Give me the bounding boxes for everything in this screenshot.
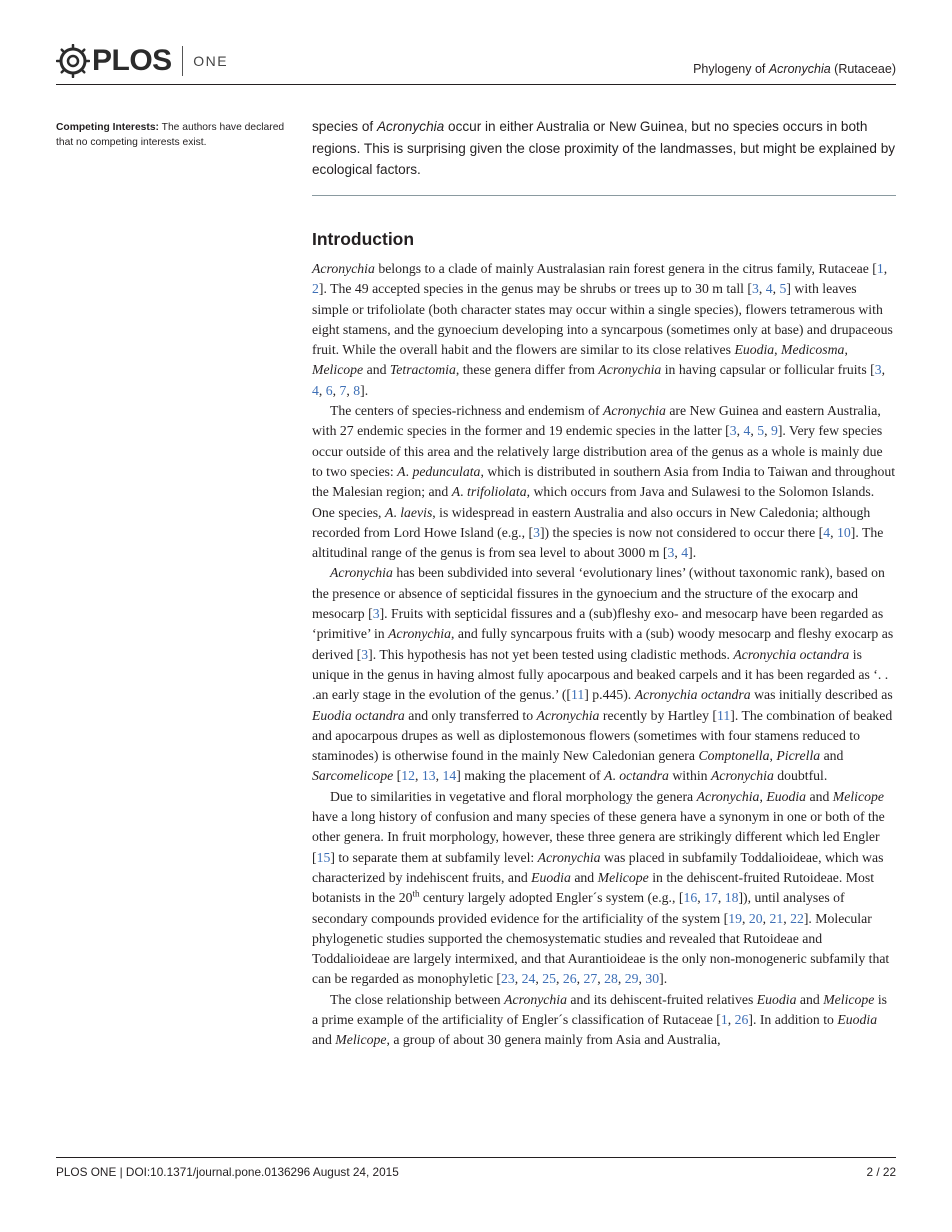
- competing-interests-label: Competing Interests:: [56, 122, 159, 133]
- citation-link[interactable]: 7: [339, 382, 347, 398]
- plos-logo-icon: [56, 44, 90, 78]
- citation-link[interactable]: 22: [790, 910, 804, 926]
- citation-link[interactable]: 29: [624, 971, 639, 987]
- citation-link[interactable]: 18: [724, 890, 739, 906]
- footer-citation: PLOS ONE | DOI:10.1371/journal.pone.0136296 August 24, 2015: [56, 1165, 399, 1179]
- citation-link[interactable]: 1: [720, 1011, 728, 1027]
- citation-link[interactable]: 5: [779, 281, 787, 297]
- citation-link[interactable]: 17: [704, 890, 718, 906]
- citation-link[interactable]: 16: [683, 890, 698, 906]
- citation-link[interactable]: 28: [604, 971, 618, 987]
- paragraph-4: Due to similarities in vegetative and floral morphology the genera Acronychia, Euodia and Melicope have a long history of confusion and many species of these genera have a synonym in one or both of the other genera. In fruit morphology, however, these three genera are strikingly different which led Engler [15] to separate them at subfamily level: Acronychia was placed in subfamily Toddalioideae, which was characterized by indehiscent fruits, and Euodia and Melicope in the dehiscent-fruited Rutoideae. Most botanists in the 20th century largely adopted Engler´s system (e.g., [16, 17, 18]), until analyses of secondary compounds provided evidence for the artificiality of the system [19, 20, 21, 22]. Molecular phylogenetic studies supported the chemosystematic studies and revealed that Rutoideae and Toddalioideae are largely intermixed, and that Aurantioideae is the only non-monogeneric subfamily that can be regarded as monophyletic [23, 24, 25, 26, 27, 28, 29, 30].: [312, 788, 890, 987]
- citation-link[interactable]: 4: [743, 423, 751, 439]
- citation-link[interactable]: 2: [312, 281, 319, 297]
- citation-link[interactable]: 11: [717, 707, 731, 723]
- logo-journal-mark: ONE: [193, 53, 229, 69]
- citation-link[interactable]: 3: [667, 545, 675, 561]
- citation-link[interactable]: 4: [681, 545, 689, 561]
- citation-link[interactable]: 1: [876, 261, 884, 276]
- citation-link[interactable]: 21: [769, 910, 784, 926]
- logo-divider: [182, 46, 184, 76]
- citation-link[interactable]: 13: [421, 768, 436, 784]
- citation-link[interactable]: 3: [874, 362, 882, 378]
- citation-link[interactable]: 4: [312, 382, 319, 398]
- abstract-tail-part2: occur in either Australia or New Guinea, but no species occurs in both regions. This is surprising given the close proximity of the landmasses, but might be explained by ecological factors.: [312, 119, 896, 178]
- abstract-tail-part1: species of: [312, 119, 377, 134]
- citation-link[interactable]: 3: [752, 281, 759, 297]
- section-heading-introduction: Introduction: [312, 229, 415, 249]
- citation-link[interactable]: 8: [353, 382, 361, 398]
- citation-link[interactable]: 19: [728, 910, 742, 926]
- citation-link[interactable]: 27: [583, 971, 598, 987]
- introduction-body: [312, 259, 896, 1051]
- citation-link[interactable]: 4: [823, 524, 831, 540]
- citation-link[interactable]: 3: [729, 423, 737, 439]
- paragraph-5: The close relationship between Acronychia and its dehiscent-fruited relatives Euodia and Melicope is a prime example of the artificiality of Engler´s classification of Rutaceae [1, 26]. In addition to Euodia and Melicope, a group of about 30 genera mainly from Asia and Australia,: [312, 991, 887, 1048]
- citation-link[interactable]: 15: [316, 849, 331, 865]
- citation-link[interactable]: 5: [757, 423, 765, 439]
- running-title-prefix: Phylogeny of: [693, 62, 769, 76]
- citation-link[interactable]: 4: [765, 281, 773, 297]
- running-title-suffix: (Rutaceae): [830, 62, 896, 76]
- citation-link[interactable]: 6: [325, 382, 333, 398]
- citation-link[interactable]: 30: [645, 971, 660, 987]
- paragraph-3: Acronychia has been subdivided into several ‘evolutionary lines’ (without taxonomic rank), based on the presence or absence of septicidal fissures in the gynoecium and the structure of the exocarp and mesocarp [3]. Fruits with septicidal fissures and a (sub)fleshy exo- and mesocarp have been regarded as ‘primitive’ in Acronychia, and fully syncarpous fruits with a (sub) woody mesocarp and fleshy exocarp as derived [3]. This hypothesis has not yet been tested using cladistic methods. Acronychia octandra is unique in the genus in having almost fully apocarpous and beaked carpels and it has been regarded as ‘. . .an early stage in the evolution of the genus.’ ([11] p.445). Acronychia octandra was initially described as Euodia octandra and only transferred to Acronychia recently by Hartley [11]. The combination of beaked and apocarpous drupes as well as diplostemonous flowers (sometimes with four stamens reduced to staminodes) is otherwise found in the mainly New Caledonian genera Comptonella, Picrella and Sarcomelicope [12, 13, 14] making the placement of A. octandra within Acronychia doubtful.: [312, 565, 894, 784]
- citation-link[interactable]: 20: [748, 910, 763, 926]
- competing-interests-text: The authors have declared that no competing interests exist.: [56, 122, 285, 148]
- citation-link[interactable]: 24: [521, 971, 536, 987]
- citation-link[interactable]: 11: [571, 687, 585, 703]
- citation-link[interactable]: 10: [837, 524, 851, 540]
- citation-link[interactable]: 25: [542, 971, 556, 987]
- header-rule: [56, 84, 896, 85]
- competing-interests-note: [56, 120, 288, 150]
- running-title: [693, 62, 896, 76]
- citation-link[interactable]: 3: [372, 606, 380, 622]
- citation-link[interactable]: 3: [361, 646, 369, 662]
- citation-link[interactable]: 23: [500, 971, 515, 987]
- footer-rule: [56, 1157, 896, 1158]
- paragraph-1: Acronychia belongs to a clade of mainly Australasian rain forest genera in the citrus family, Rutaceae [1, 2]. The 49 accepted species in the genus may be shrubs or trees up to 30 m tall [3, 4, 5] with leaves simple or trifoliolate (both character states may occur within a single species), flowers tetramerous with eight stamens, and the gynoecium developing into a syncarpous (sometimes only at base) and drupaceous fruit. While the overall habit and the flowers are similar to its close relatives Euodia, Medicosma, Melicope and Tetractomia, these genera differ from Acronychia in having capsular or follicular fruits [3, 4, 6, 7, 8].: [312, 261, 893, 398]
- paragraph-2: The centers of species-richness and endemism of Acronychia are New Guinea and eastern Australia, with 27 endemic species in the former and 19 endemic species in the latter [3, 4, 5, 9]. Very few species occur outside of this area and the relatively large distribution area of the genus as a whole is mainly due to two species: A. pedunculata, which is distributed in southern Asia from India to Taiwan and throughout the Malesian region; and A. trifoliolata, which occurs from Java and Sulawesi to the Solomon Islands. One species, A. laevis, is widespread in eastern Australia and also occurs in New Caledonia; although recorded from Lord Howe Island (e.g., [3]) the species is now not considered to occur there [4, 10]. The altitudinal range of the genus is from sea level to about 3000 m [3, 4].: [312, 403, 896, 561]
- abstract-divider: [312, 195, 896, 196]
- citation-link[interactable]: 9: [770, 423, 778, 439]
- citation-link[interactable]: 14: [442, 768, 457, 784]
- citation-link[interactable]: 26: [734, 1011, 749, 1027]
- running-title-genus: Acronychia: [768, 62, 831, 76]
- page-number: 2 / 22: [866, 1165, 896, 1179]
- plos-one-logo: [56, 42, 228, 80]
- citation-link[interactable]: 12: [401, 768, 415, 784]
- citation-link[interactable]: 3: [533, 524, 540, 540]
- citation-link[interactable]: 26: [562, 971, 577, 987]
- logo-text: PLOS: [92, 44, 172, 77]
- abstract-tail-genus: Acronychia: [376, 119, 445, 134]
- abstract-tail: [312, 116, 896, 181]
